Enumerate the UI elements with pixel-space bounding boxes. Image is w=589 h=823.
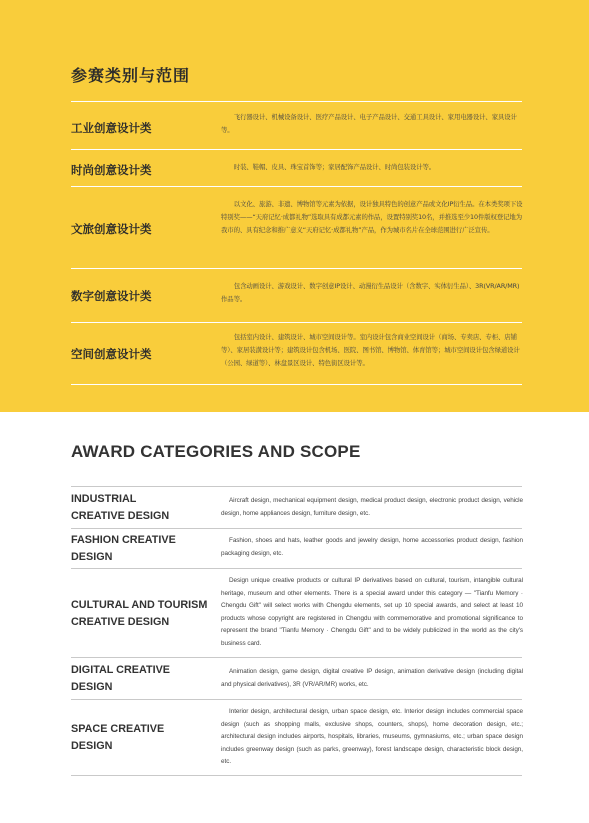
en-category-description: Fashion, shoes and hats, leather goods and jewelry design, home accessories product design, fashion packaging design, etc. bbox=[221, 537, 523, 557]
en-category-label: FASHION CREATIVE DESIGN bbox=[71, 534, 176, 563]
en-category-label: INDUSTRIAL CREATIVE DESIGN bbox=[71, 493, 170, 522]
en-category-label: DIGITAL CREATIVE DESIGN bbox=[71, 664, 170, 693]
cn-category-description: 时装、鞋帽、皮具、珠宝首饰等；家居配饰产品设计、时尚包装设计等。 bbox=[233, 163, 436, 171]
en-category-row-fashion bbox=[71, 528, 522, 569]
cn-category-description: 包括室内设计、建筑设计、城市空间设计等。室内设计包含商业空间设计（商场、专卖店、专柜、店铺等）、家居装潢设计等；建筑设计包含机场、医院、图书馆、博物馆、体育馆等；城市空间设计包含绿道设计（公园、绿道等）、林盘景区设计、特色街区设计等。 bbox=[221, 333, 520, 367]
en-category-description: Animation design, game design, digital creative IP design, animation derivative design (including digital and physical derivatives), 3R (VR/AR/MR) works, etc. bbox=[221, 668, 523, 688]
en-category-label: CULTURAL AND TOURISM CREATIVE DESIGN bbox=[71, 599, 208, 628]
english-section-title: AWARD CATEGORIES AND SCOPE bbox=[71, 442, 361, 461]
en-category-row-cultural-tourism bbox=[71, 568, 522, 658]
en-category-row-space bbox=[71, 699, 522, 776]
cn-category-description: 飞行器设计、机械设备设计、医疗产品设计、电子产品设计、交通工具设计、家用电器设计、家具设计等。 bbox=[221, 113, 517, 134]
cn-category-row-fashion bbox=[71, 149, 522, 187]
chinese-section-title: 参赛类别与范围 bbox=[71, 66, 191, 85]
cn-category-label: 时尚创意设计类 bbox=[71, 163, 152, 177]
cn-category-label: 空间创意设计类 bbox=[71, 347, 152, 361]
cn-category-description: 包含动画设计、游戏设计、数字创意IP设计、动漫衍生品设计（含数字、实体衍生品）、3R(VR/AR/MR)作品等。 bbox=[221, 282, 520, 303]
cn-category-row-cultural-tourism bbox=[71, 186, 522, 269]
en-category-description: Aircraft design, mechanical equipment design, medical product design, electronic product design, vehicle design, home appliances design, furniture design, etc. bbox=[221, 497, 523, 517]
en-category-row-industrial bbox=[71, 486, 522, 529]
cn-category-row-space bbox=[71, 322, 522, 385]
cn-category-row-digital bbox=[71, 268, 522, 323]
en-category-row-digital bbox=[71, 657, 522, 700]
cn-category-label: 文旅创意设计类 bbox=[71, 222, 152, 236]
cn-category-label: 工业创意设计类 bbox=[71, 121, 152, 135]
en-category-description: Design unique creative products or cultural IP derivatives based on cultural, tourism, intangible cultural heritage, museum and other elements. There is a special award under this category — "Tianfu Memory · Chengdu Gift" will select works with Chengdu elements, set up 10 special awards, and select at least 10 products whose copyright are registered in Chengdu with commemorative and promotional significance to represent the brand "Tianfu Memory · Chengdu Gift" and to be widely publicized in the world as the city's business card. bbox=[221, 577, 523, 647]
cn-category-row-industrial bbox=[71, 101, 522, 150]
en-category-label: SPACE CREATIVE DESIGN bbox=[71, 723, 165, 752]
cn-category-description: 以文化、旅游、非遗、博物馆等元素为依据，设计独具特色的创意产品或文化IP衍生品。在本类奖项下设特别奖——“天府记忆·成都礼物”选取具有成都元素的作品，设置特别奖10名，并推选至少10件版权登记地为我市的、具有纪念和推广意义“天府记忆·成都礼物”产品，作为城市名片在全球范围进行广泛宣传。 bbox=[221, 200, 523, 234]
cn-category-label: 数字创意设计类 bbox=[71, 289, 152, 303]
en-category-description: Interior design, architectural design, urban space design, etc. Interior design includes commercial space design (such as shopping malls, exclusive shops, counters, shops), home decoration design, etc.; architectural design includes airports, hospitals, libraries, museums, gymnasiums, etc.; urban space design includes greenway design (such as parks, greenway), forest landscape design, characteristic block design, etc. bbox=[221, 708, 523, 766]
